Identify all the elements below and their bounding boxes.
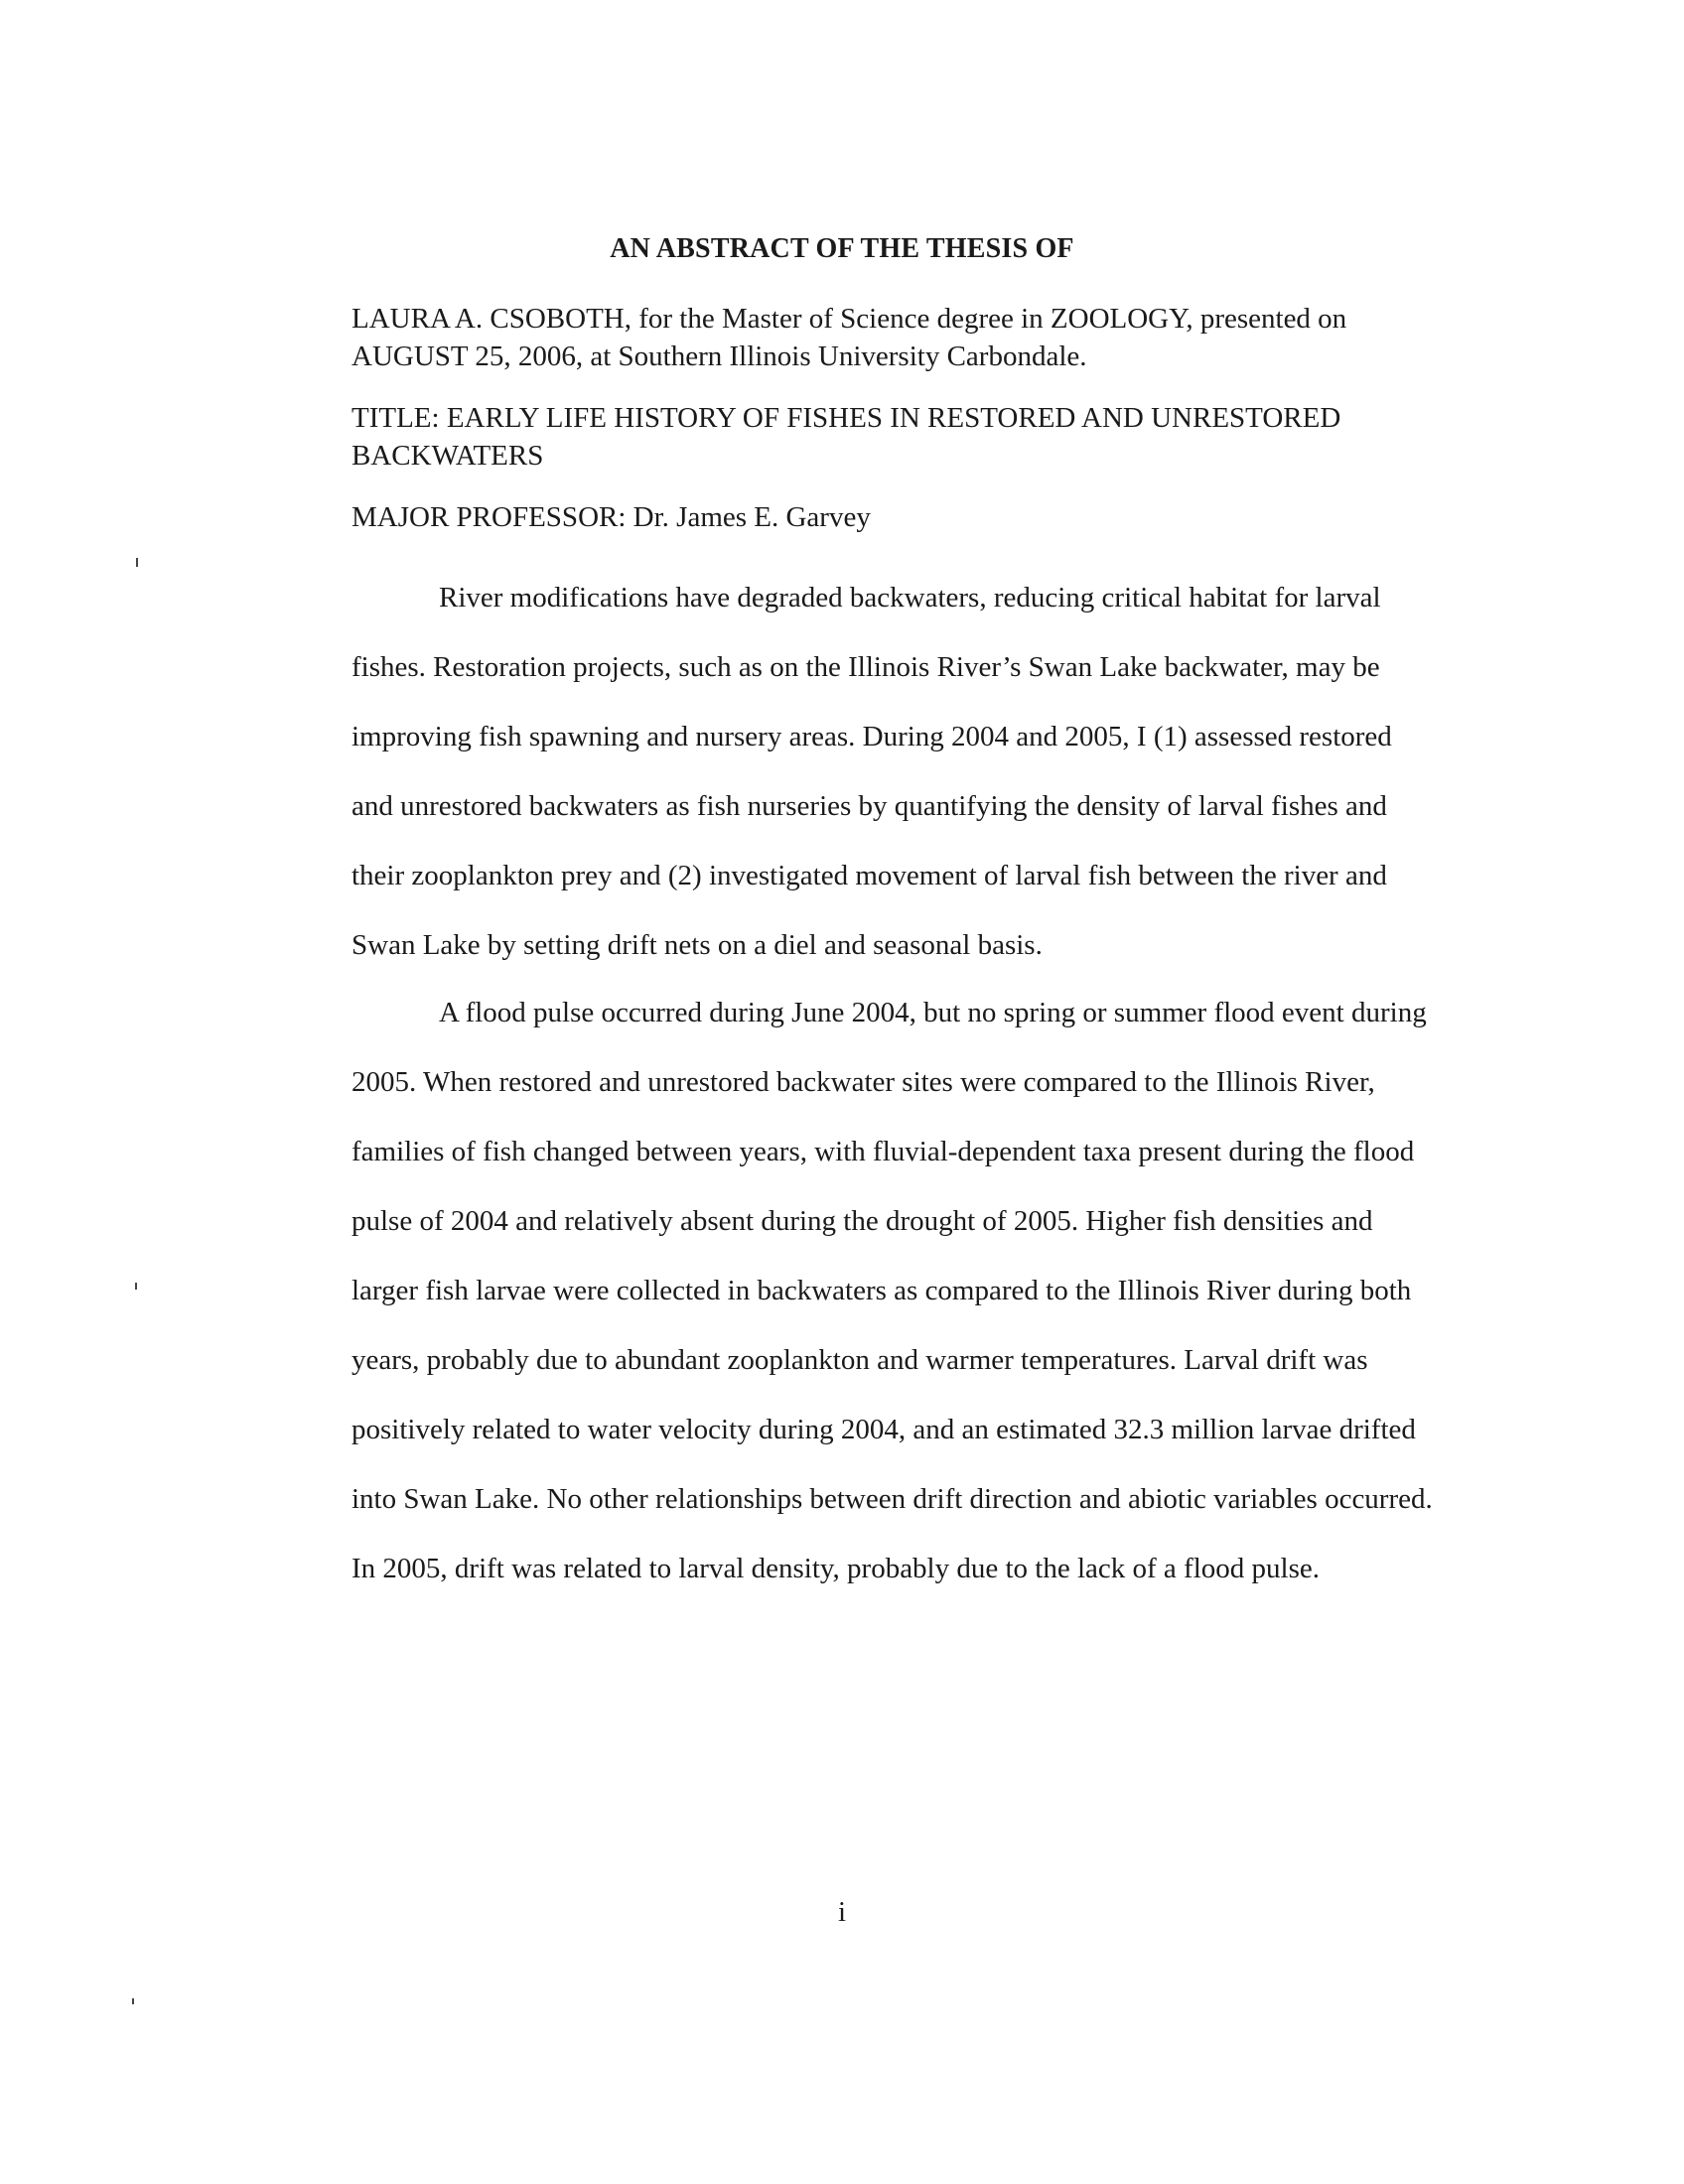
- abstract-paragraph: River modifications have degraded backwaters, reducing critical habitat for larval fishes. Restoration projects, such as on the Illinois River’s Swan Lake backwater, may be improving fish spawning and nursery areas. During 2004 and 2005, I (1) assessed restored and unrestored backwaters as fish nurseries by quantifying the density of larval fishes and their zooplankton prey and (2) investigated movement of larval fish between the river and Swan Lake by setting drift nets on a diel and seasonal basis.: [351, 582, 1392, 961]
- scan-mark: [132, 1998, 134, 2004]
- abstract-paragraph: A flood pulse occurred during June 2004, but no spring or summer flood event during 2005. When restored and unrestored backwater sites were compared to the Illinois River, families of fish changed between years, with fluvial-dependent taxa present during the flood pulse of 2004 and relatively absent during the drought of 2005. Higher fish densities and larger fish larvae were collected in backwaters as compared to the Illinois River during both years, probably due to abundant zooplankton and warmer temperatures. Larval drift was positively related to water velocity during 2004, and an estimated 32.3 million larvae drifted into Swan Lake. No other relationships between drift direction and abiotic variables occurred. In 2005, drift was related to larval density, probably due to the lack of a flood pulse.: [351, 997, 1433, 1584]
- scan-mark: [135, 1283, 137, 1290]
- abstract-heading: AN ABSTRACT OF THE THESIS OF: [610, 233, 1074, 264]
- abstract-paragraph-1-container: [351, 563, 1434, 980]
- major-professor: MAJOR PROFESSOR: Dr. James E. Garvey: [351, 501, 871, 533]
- abstract-paragraph-2-container: [351, 978, 1434, 1603]
- scan-mark: [136, 558, 138, 567]
- thesis-title: TITLE: EARLY LIFE HISTORY OF FISHES IN RESTORED AND UNRESTORED BACKWATERS: [351, 402, 1341, 472]
- author-line: LAURA A. CSOBOTH, for the Master of Science degree in ZOOLOGY, presented on AUGUST 25, 2006, at Southern Illinois University Carbondale.: [351, 303, 1347, 372]
- page-number: i: [837, 1896, 847, 1928]
